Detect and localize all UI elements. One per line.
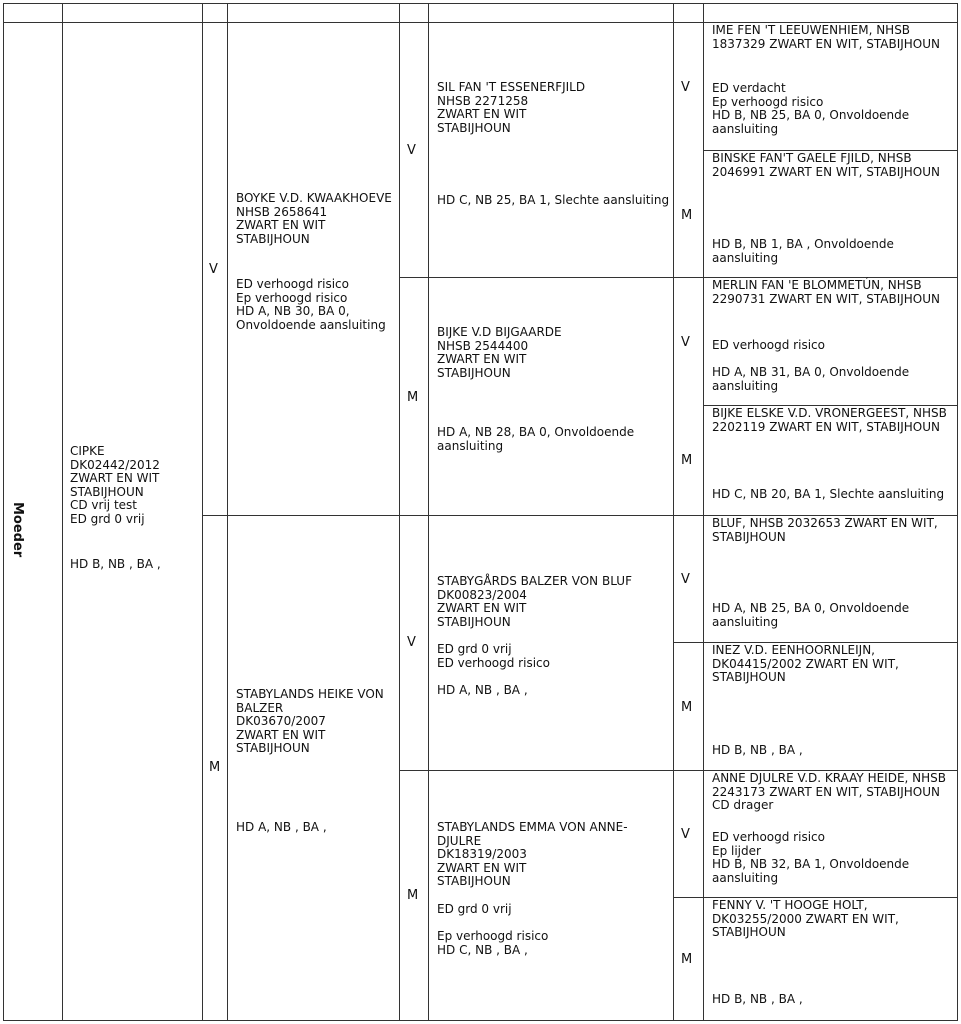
- gen4-d-hd: HD C, NB 20, BA 1, Slechte aansluiting: [712, 487, 945, 501]
- sex-m-gen2-dam: M: [209, 760, 221, 775]
- sex-v-gen4-a: V: [681, 80, 690, 95]
- gen4-b-name: BINSKE FAN'T GAELE FJILD, NHSB 2046991 ZWART EN WIT, STABIJHOUN: [712, 151, 941, 179]
- side-label-moeder: Moeder: [10, 502, 25, 558]
- gen4-a-health: ED verdacht Ep verhoogd risico HD B, NB 25, BA 0, Onvoldoende aansluiting: [712, 81, 910, 136]
- gen4-h-hd: HD B, NB , BA ,: [712, 992, 803, 1006]
- gen3-sd-hd: HD A, NB 28, BA 0, Onvoldoende aansluiting: [437, 425, 635, 453]
- sex-v-gen4-g: V: [681, 827, 690, 842]
- gen3-sd-name: BIJKE V.D BIJGAARDE NHSB 2544400 ZWART EN WIT STABIJHOUN: [437, 325, 562, 380]
- sex-m-gen4-f: M: [681, 700, 693, 715]
- gen4-g-name: ANNE DJULRE V.D. KRAAY HEIDE, NHSB 2243173 ZWART EN WIT, STABIJHOUN CD drager: [712, 771, 947, 813]
- gen3-dd-health: ED grd 0 vrij: [437, 902, 512, 916]
- gen4-e-hd: HD A, NB 25, BA 0, Onvoldoende aansluiting: [712, 601, 910, 629]
- sex-v-gen2-sire: V: [209, 262, 218, 277]
- gen2-sire-health: ED verhoogd risico Ep verhoogd risico HD A, NB 30, BA 0, Onvoldoende aansluiting: [236, 277, 386, 332]
- sex-v-gen4-c: V: [681, 335, 690, 350]
- sex-m-gen4-b: M: [681, 208, 693, 223]
- sex-m-gen4-d: M: [681, 453, 693, 468]
- gen3-ds-health: ED grd 0 vrij ED verhoogd risico: [437, 642, 550, 670]
- sex-m-gen3-dd: M: [407, 888, 419, 903]
- gen4-c-hd: HD A, NB 31, BA 0, Onvoldoende aansluiting: [712, 365, 910, 393]
- gen3-ss-hd: HD C, NB 25, BA 1, Slechte aansluiting: [437, 193, 670, 207]
- gen4-c-health: ED verhoogd risico: [712, 338, 825, 352]
- gen4-h-name: FENNY V. 'T HOOGE HOLT, DK03255/2000 ZWART EN WIT, STABIJHOUN: [712, 898, 899, 940]
- gen4-f-hd: HD B, NB , BA ,: [712, 743, 803, 757]
- gen4-f-name: INEZ V.D. EENHOORNLEIJN, DK04415/2002 ZWART EN WIT, STABIJHOUN: [712, 643, 899, 685]
- gen4-g-health: ED verhoogd risico Ep lijder HD B, NB 32, BA 1, Onvoldoende aansluiting: [712, 830, 910, 885]
- gen3-ds-hd: HD A, NB , BA ,: [437, 683, 528, 697]
- gen3-dd-name: STABYLANDS EMMA VON ANNE- DJULRE DK18319/2003 ZWART EN WIT STABIJHOUN: [437, 820, 628, 889]
- gen4-e-name: BLUF, NHSB 2032653 ZWART EN WIT, STABIJHOUN: [712, 516, 938, 544]
- gen3-ds-name: STABYGÅRDS BALZER VON BLUF DK00823/2004 ZWART EN WIT STABIJHOUN: [437, 574, 632, 629]
- gen4-c-name: MERLIN FAN 'E BLOMMETÚN, NHSB 2290731 ZWART EN WIT, STABIJHOUN: [712, 278, 941, 306]
- gen2-dam-name: STABYLANDS HEIKE VON BALZER DK03670/2007 ZWART EN WIT STABIJHOUN: [236, 687, 384, 756]
- gen1-hd: HD B, NB , BA ,: [70, 557, 161, 571]
- gen1-name: CIPKE DK02442/2012 ZWART EN WIT STABIJHOUN CD vrij test ED grd 0 vrij: [70, 444, 160, 526]
- gen3-ss-name: SIL FAN 'T ESSENERFJILD NHSB 2271258 ZWART EN WIT STABIJHOUN: [437, 80, 586, 135]
- gen4-b-hd: HD B, NB 1, BA , Onvoldoende aansluiting: [712, 237, 894, 265]
- sex-v-gen3-ds: V: [407, 635, 416, 650]
- sex-v-gen4-e: V: [681, 572, 690, 587]
- gen2-dam-hd: HD A, NB , BA ,: [236, 820, 327, 834]
- gen2-sire-name: BOYKE V.D. KWAAKHOEVE NHSB 2658641 ZWART EN WIT STABIJHOUN: [236, 191, 392, 246]
- gen4-a-name: IME FEN 'T LEEUWENHIEM, NHSB 1837329 ZWART EN WIT, STABIJHOUN: [712, 23, 941, 51]
- gen4-d-name: BIJKE ELSKE V.D. VRONERGEEST, NHSB 2202119 ZWART EN WIT, STABIJHOUN: [712, 406, 947, 434]
- sex-v-gen3-ss: V: [407, 143, 416, 158]
- sex-m-gen4-h: M: [681, 952, 693, 967]
- gen3-dd-health-hd: Ep verhoogd risico HD C, NB , BA ,: [437, 929, 549, 957]
- sex-m-gen3-sd: M: [407, 390, 419, 405]
